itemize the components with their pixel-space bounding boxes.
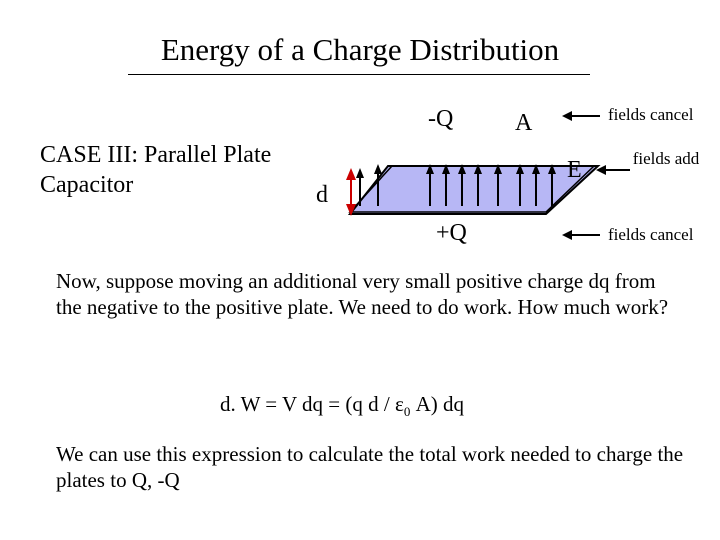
equation-rhs: A) dq (410, 392, 464, 416)
work-equation (220, 392, 464, 420)
separation-label: d (316, 182, 328, 208)
note-fields-cancel-top: fields cancel (608, 105, 694, 124)
field-label: E (567, 157, 582, 183)
top-plate (350, 166, 598, 214)
note-arrowhead-bottom (562, 230, 572, 240)
paragraph-question: Now, suppose moving an additional very small positive charge dq from the negative to the positive plate. We need to do work. How much work? (56, 269, 669, 319)
epsilon-subscript: 0 (403, 404, 411, 420)
note-fields-cancel-bottom: fields cancel (608, 225, 694, 244)
bottom-charge-label: +Q (436, 220, 467, 246)
equation-lhs: d. W = V dq = (q d / (220, 392, 395, 416)
top-charge-label: -Q (428, 106, 454, 132)
note-arrowhead-top (562, 111, 572, 121)
epsilon-symbol: ε (394, 392, 404, 416)
note-fields-add: fields add (632, 149, 700, 168)
case-label: CASE III: Parallel Plate Capacitor (40, 142, 272, 198)
area-label: A (515, 110, 533, 136)
separation-arrowhead-top (346, 168, 356, 180)
paragraph-conclusion: We can use this expression to calculate the total work needed to charge the plates to Q, -Q (56, 442, 684, 492)
page-title: Energy of a Charge Distribution (160, 32, 560, 67)
